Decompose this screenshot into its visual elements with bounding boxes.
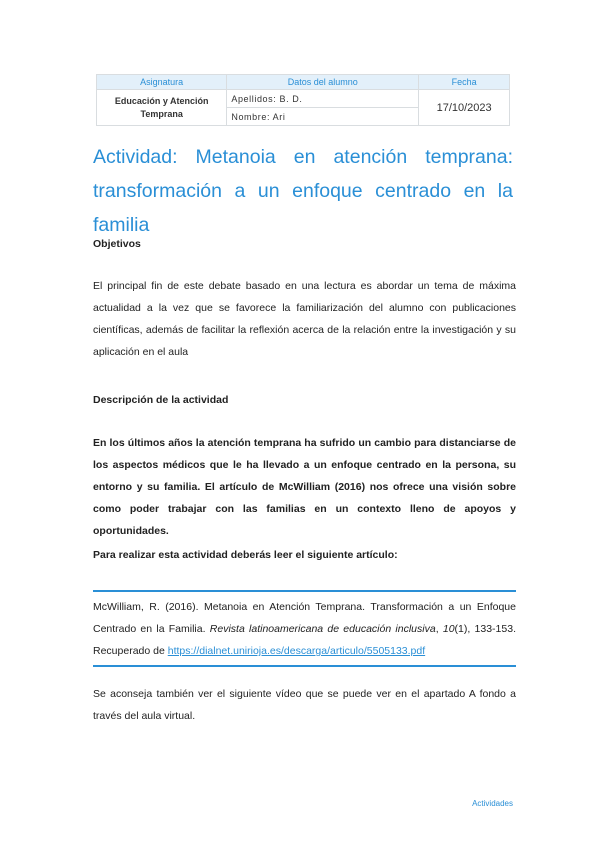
subject-name: Educación y Atención Temprana — [97, 90, 227, 126]
header-col-date: Fecha — [419, 75, 510, 90]
description-heading: Descripción de la actividad — [93, 394, 229, 406]
reference-journal: Revista latinoamericana de educación inclusiva — [209, 623, 436, 635]
video-note: Se aconseja también ver el siguiente vídeo que se puede ver en el apartado A fondo a través del aula virtual. — [93, 688, 516, 722]
reference-issue: (1), 133-153. Recuperado de — [93, 623, 516, 657]
objectives-text: El principal fin de este debate basado en una lectura es abordar un tema de máxima actualidad a la vez que se favorece la familiarización del alumno con publicaciones científicas, además de facilitar la reflexión acerca de la relación entre la investigación y su aplicación en el aula — [93, 280, 516, 358]
date-value: 17/10/2023 — [419, 90, 510, 126]
objectives-heading: Objetivos — [93, 238, 141, 250]
reference-prefix: McWilliam, R. (2016). Metanoia en Atención Temprana. Transformación a un Enfoque Centrado en la Familia. — [93, 601, 516, 635]
header-table — [96, 74, 510, 126]
student-name: Nombre: Ari — [227, 108, 419, 126]
header-col-student: Datos del alumno — [227, 75, 419, 90]
footer-label: Actividades — [472, 799, 513, 808]
reference-volume: 10 — [442, 623, 455, 635]
instruction-text: Para realizar esta actividad deberás leer el siguiente artículo: — [93, 549, 398, 561]
page-title: Actividad: Metanoia en atención temprana: transformación a un enfoque centrado en la familia — [93, 146, 513, 236]
description-text: En los últimos años la atención temprana ha sufrido un cambio para distanciarse de los aspectos médicos que le ha llevado a un enfoque centrado en la persona, su entorno y su familia. El artículo de McWilliam (2016) nos ofrece una visión sobre como poder trabajar con las familias en un contexto lleno de apoyos y oportunidades. — [93, 437, 516, 537]
reference-box — [93, 590, 516, 667]
student-surname: Apellidos: B. D. — [227, 90, 419, 108]
reference-citation: McWilliam, R. (2016). Metanoia en Atención Temprana. Transformación a un Enfoque Centrado en la Familia. Revista latinoamericana de educación inclusiva, 10(1), 133-153. Recuperado de https://dialnet.unirioja.es/descarga/articulo/5505133.pdf — [93, 601, 516, 657]
header-col-subject: Asignatura — [97, 75, 227, 90]
reference-link[interactable]: https://dialnet.unirioja.es/descarga/articulo/5505133.pdf — [167, 645, 426, 657]
